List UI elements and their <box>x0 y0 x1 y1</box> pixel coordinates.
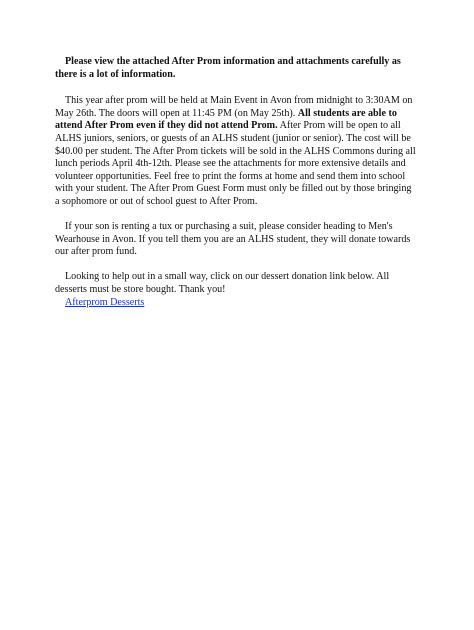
afterprom-desserts-link[interactable]: Afterprom Desserts <box>65 296 145 308</box>
intro-paragraph: Please view the attached After Prom information and attachments carefully as there is a lot of information. <box>55 56 401 80</box>
tux-paragraph: If your son is renting a tux or purchasing a suit, please consider heading to Men's Wearhouse in Avon. If you tell them you are an ALHS student, they will donate towards our after prom fund. <box>55 221 411 258</box>
event-details-text: This year after prom will be held at Main Event in Avon from midnight to 3:30AM on May 26th. The doors will open at 11:45 PM (on May 25th). <box>55 95 413 119</box>
desserts-paragraph: Looking to help out in a small way, click on our dessert donation link below. All desserts must be store bought. Thank you! <box>55 271 390 295</box>
link-line <box>55 297 416 310</box>
event-details-text-continued: After Prom will be open to all ALHS juniors, seniors, or guests of an ALHS student (junior or senior). The cost will be $40.00 per student. The After Prom tickets will be sold in the ALHS Commons during all lunch periods April 4th-12th. Please see the attachments for more extensive details and volunteer opportunities. Feel free to print the forms at home and send them into school with your student. The After Prom Guest Form must only be filled out by those bringing a sophomore or out of school guest to After Prom. <box>55 120 416 207</box>
event-details-paragraph <box>55 95 416 208</box>
event-details-emphasis: All students are able to attend After Prom even if they did not attend Prom. <box>55 107 397 132</box>
